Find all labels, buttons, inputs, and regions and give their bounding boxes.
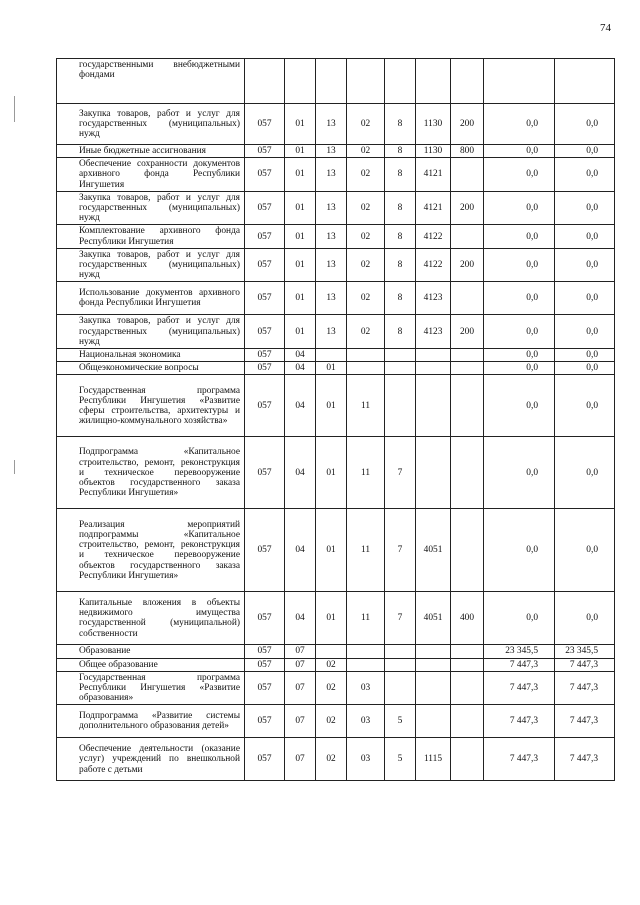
code-cell-c5: 8	[385, 191, 416, 225]
row-name: Закупка товаров, работ и услуг для государственных (муниципальных) нужд	[57, 248, 245, 282]
table-row	[57, 705, 615, 738]
code-cell-c6	[416, 349, 451, 362]
code-cell-c5: 5	[385, 738, 416, 781]
code-cell-c6	[416, 671, 451, 705]
code-cell-c1: 057	[245, 225, 285, 248]
code-cell-c7: 200	[451, 248, 484, 282]
code-cell-c1: 057	[245, 248, 285, 282]
code-cell-c3: 01	[316, 375, 347, 437]
code-cell-c7	[451, 158, 484, 192]
code-cell-c7	[451, 671, 484, 705]
row-name: Национальная экономика	[57, 349, 245, 362]
code-cell-c7	[451, 349, 484, 362]
code-cell-c3: 13	[316, 158, 347, 192]
amount-cell-v1: 7 447,3	[484, 705, 555, 738]
code-cell-c1: 057	[245, 738, 285, 781]
code-cell-c4: 02	[347, 191, 385, 225]
amount-cell-v2: 0,0	[555, 315, 615, 349]
amount-cell-v2: 0,0	[555, 248, 615, 282]
amount-cell-v2: 7 447,3	[555, 705, 615, 738]
amount-cell-v1: 0,0	[484, 104, 555, 145]
amount-cell-v2: 0,0	[555, 437, 615, 509]
amount-cell-v1: 0,0	[484, 509, 555, 592]
code-cell-c7	[451, 658, 484, 671]
code-cell-c2: 01	[285, 104, 316, 145]
code-cell-c3: 13	[316, 225, 347, 248]
code-cell-c1: 057	[245, 191, 285, 225]
page-number: 74	[600, 22, 611, 34]
budget-table	[56, 58, 615, 781]
code-cell-c2: 01	[285, 225, 316, 248]
amount-cell-v1: 7 447,3	[484, 658, 555, 671]
code-cell-c5	[385, 671, 416, 705]
code-cell-c2: 01	[285, 158, 316, 192]
code-cell-c6: 1130	[416, 104, 451, 145]
row-name: Реализация мероприятий подпрограммы «Капитальное строительство, ремонт, реконструкция и техническое перевооружение объектов государственного заказа Республики Ингушетия»	[57, 509, 245, 592]
code-cell-c7: 800	[451, 145, 484, 158]
code-cell-c2: 01	[285, 248, 316, 282]
row-name: Подпрограмма «Развитие системы дополнительного образования детей»	[57, 705, 245, 738]
row-name: Государственная программа Республики Ингушетия «Развитие образования»	[57, 671, 245, 705]
code-cell-c4: 02	[347, 225, 385, 248]
code-cell-c1: 057	[245, 509, 285, 592]
code-cell-c4	[347, 349, 385, 362]
code-cell-c2: 01	[285, 315, 316, 349]
table-row	[57, 509, 615, 592]
code-cell-c5	[385, 645, 416, 658]
table-row	[57, 315, 615, 349]
code-cell-c6: 4122	[416, 225, 451, 248]
code-cell-c4	[347, 362, 385, 375]
table-row	[57, 282, 615, 315]
amount-cell-v1: 0,0	[484, 191, 555, 225]
row-name: Капитальные вложения в объекты недвижимого имущества государственной (муниципальной) собственности	[57, 592, 245, 645]
code-cell-c5	[385, 658, 416, 671]
code-cell-c4	[347, 658, 385, 671]
code-cell-c1: 057	[245, 437, 285, 509]
code-cell-c3: 13	[316, 282, 347, 315]
code-cell-c3: 13	[316, 145, 347, 158]
code-cell-c1: 057	[245, 104, 285, 145]
table-row	[57, 671, 615, 705]
table-row	[57, 375, 615, 437]
code-cell-c4: 11	[347, 437, 385, 509]
code-cell-c7: 200	[451, 104, 484, 145]
code-cell-c4: 03	[347, 705, 385, 738]
code-cell-c4: 02	[347, 315, 385, 349]
code-cell-c2: 01	[285, 282, 316, 315]
table-body	[57, 59, 615, 781]
table-row	[57, 248, 615, 282]
code-cell-c6: 4051	[416, 509, 451, 592]
amount-cell-v1: 0,0	[484, 315, 555, 349]
code-cell-c5: 8	[385, 282, 416, 315]
code-cell-c7: 200	[451, 315, 484, 349]
code-cell-c3: 02	[316, 658, 347, 671]
code-cell-c4: 02	[347, 158, 385, 192]
amount-cell-v2: 0,0	[555, 375, 615, 437]
amount-cell-v2: 7 447,3	[555, 738, 615, 781]
code-cell-c5: 7	[385, 592, 416, 645]
code-cell-c4	[347, 59, 385, 104]
code-cell-c5: 8	[385, 158, 416, 192]
code-cell-c5: 8	[385, 145, 416, 158]
code-cell-c3: 01	[316, 509, 347, 592]
table-row	[57, 145, 615, 158]
code-cell-c6	[416, 362, 451, 375]
code-cell-c2: 04	[285, 509, 316, 592]
table-row	[57, 362, 615, 375]
amount-cell-v1: 0,0	[484, 248, 555, 282]
scan-mark	[14, 96, 15, 122]
code-cell-c4: 02	[347, 282, 385, 315]
code-cell-c6	[416, 375, 451, 437]
code-cell-c1: 057	[245, 375, 285, 437]
code-cell-c7	[451, 375, 484, 437]
code-cell-c6: 4051	[416, 592, 451, 645]
amount-cell-v1: 0,0	[484, 592, 555, 645]
code-cell-c2: 07	[285, 738, 316, 781]
table-row	[57, 738, 615, 781]
code-cell-c4: 02	[347, 104, 385, 145]
code-cell-c6: 4121	[416, 158, 451, 192]
code-cell-c7	[451, 738, 484, 781]
amount-cell-v2	[555, 59, 615, 104]
code-cell-c5: 8	[385, 248, 416, 282]
row-name: Общеэкономические вопросы	[57, 362, 245, 375]
code-cell-c5: 7	[385, 437, 416, 509]
code-cell-c2: 04	[285, 362, 316, 375]
amount-cell-v2: 0,0	[555, 104, 615, 145]
code-cell-c6	[416, 59, 451, 104]
code-cell-c7	[451, 705, 484, 738]
amount-cell-v1: 0,0	[484, 225, 555, 248]
amount-cell-v1: 0,0	[484, 158, 555, 192]
amount-cell-v2: 0,0	[555, 362, 615, 375]
code-cell-c1: 057	[245, 645, 285, 658]
code-cell-c6: 4123	[416, 315, 451, 349]
amount-cell-v2: 7 447,3	[555, 658, 615, 671]
code-cell-c2: 07	[285, 658, 316, 671]
code-cell-c6: 4123	[416, 282, 451, 315]
table-row	[57, 59, 615, 104]
code-cell-c1: 057	[245, 282, 285, 315]
code-cell-c6: 1130	[416, 145, 451, 158]
amount-cell-v2: 0,0	[555, 349, 615, 362]
code-cell-c2: 01	[285, 191, 316, 225]
code-cell-c6	[416, 437, 451, 509]
code-cell-c1	[245, 59, 285, 104]
amount-cell-v1: 0,0	[484, 349, 555, 362]
code-cell-c3	[316, 645, 347, 658]
code-cell-c1: 057	[245, 315, 285, 349]
code-cell-c6	[416, 645, 451, 658]
code-cell-c4: 11	[347, 509, 385, 592]
code-cell-c5	[385, 59, 416, 104]
code-cell-c6: 4121	[416, 191, 451, 225]
code-cell-c6: 4122	[416, 248, 451, 282]
code-cell-c7	[451, 225, 484, 248]
amount-cell-v2: 0,0	[555, 145, 615, 158]
code-cell-c2: 07	[285, 705, 316, 738]
amount-cell-v1: 0,0	[484, 362, 555, 375]
code-cell-c3: 01	[316, 362, 347, 375]
code-cell-c3	[316, 59, 347, 104]
code-cell-c5: 8	[385, 104, 416, 145]
code-cell-c3: 02	[316, 671, 347, 705]
code-cell-c5: 8	[385, 225, 416, 248]
code-cell-c5: 7	[385, 509, 416, 592]
code-cell-c4	[347, 645, 385, 658]
amount-cell-v2: 0,0	[555, 225, 615, 248]
row-name: Подпрограмма «Капитальное строительство, ремонт, реконструкция и техническое перевооружение объектов государственного заказа Республики Ингушетия»	[57, 437, 245, 509]
code-cell-c3: 13	[316, 104, 347, 145]
row-name: Комплектование архивного фонда Республики Ингушетия	[57, 225, 245, 248]
table-row	[57, 104, 615, 145]
code-cell-c5: 8	[385, 315, 416, 349]
amount-cell-v2: 0,0	[555, 592, 615, 645]
code-cell-c3: 02	[316, 705, 347, 738]
row-name: Обеспечение сохранности документов архивного фонда Республики Ингушетия	[57, 158, 245, 192]
amount-cell-v2: 7 447,3	[555, 671, 615, 705]
table-row	[57, 225, 615, 248]
table-row	[57, 658, 615, 671]
code-cell-c7	[451, 509, 484, 592]
amount-cell-v1	[484, 59, 555, 104]
code-cell-c2: 04	[285, 592, 316, 645]
amount-cell-v1: 7 447,3	[484, 738, 555, 781]
code-cell-c4: 03	[347, 671, 385, 705]
table-row	[57, 592, 615, 645]
code-cell-c1: 057	[245, 158, 285, 192]
code-cell-c4: 02	[347, 248, 385, 282]
code-cell-c4: 02	[347, 145, 385, 158]
amount-cell-v2: 0,0	[555, 158, 615, 192]
amount-cell-v2: 0,0	[555, 509, 615, 592]
code-cell-c4: 11	[347, 592, 385, 645]
row-name: Закупка товаров, работ и услуг для государственных (муниципальных) нужд	[57, 104, 245, 145]
code-cell-c6: 1115	[416, 738, 451, 781]
code-cell-c7: 200	[451, 191, 484, 225]
code-cell-c2: 07	[285, 671, 316, 705]
code-cell-c1: 057	[245, 671, 285, 705]
code-cell-c6	[416, 705, 451, 738]
code-cell-c3: 13	[316, 315, 347, 349]
row-name: Государственная программа Республики Ингушетия «Развитие сферы строительства, архитектуры и жилищно-коммунального хозяйства»	[57, 375, 245, 437]
code-cell-c3: 02	[316, 738, 347, 781]
code-cell-c5	[385, 362, 416, 375]
code-cell-c1: 057	[245, 658, 285, 671]
code-cell-c7	[451, 282, 484, 315]
amount-cell-v1: 0,0	[484, 437, 555, 509]
code-cell-c3: 01	[316, 437, 347, 509]
row-name: Закупка товаров, работ и услуг для государственных (муниципальных) нужд	[57, 191, 245, 225]
row-name: государственными внебюджетными фондами	[57, 59, 245, 104]
code-cell-c3: 13	[316, 248, 347, 282]
code-cell-c7	[451, 645, 484, 658]
amount-cell-v1: 0,0	[484, 375, 555, 437]
code-cell-c3	[316, 349, 347, 362]
amount-cell-v1: 0,0	[484, 145, 555, 158]
code-cell-c1: 057	[245, 145, 285, 158]
code-cell-c4: 03	[347, 738, 385, 781]
code-cell-c4: 11	[347, 375, 385, 437]
code-cell-c1: 057	[245, 349, 285, 362]
amount-cell-v1: 7 447,3	[484, 671, 555, 705]
code-cell-c2: 04	[285, 437, 316, 509]
code-cell-c2: 04	[285, 375, 316, 437]
scan-mark	[14, 460, 15, 474]
table-row	[57, 645, 615, 658]
row-name: Использование документов архивного фонда Республики Ингушетия	[57, 282, 245, 315]
row-name: Обеспечение деятельности (оказание услуг) учреждений по внешкольной работе с детьми	[57, 738, 245, 781]
table-row	[57, 191, 615, 225]
code-cell-c2: 07	[285, 645, 316, 658]
code-cell-c7	[451, 437, 484, 509]
table-row	[57, 437, 615, 509]
code-cell-c2: 01	[285, 145, 316, 158]
table-row	[57, 158, 615, 192]
code-cell-c2	[285, 59, 316, 104]
code-cell-c3: 13	[316, 191, 347, 225]
code-cell-c7	[451, 362, 484, 375]
code-cell-c1: 057	[245, 592, 285, 645]
code-cell-c5	[385, 349, 416, 362]
table-row	[57, 349, 615, 362]
amount-cell-v1: 23 345,5	[484, 645, 555, 658]
row-name: Иные бюджетные ассигнования	[57, 145, 245, 158]
code-cell-c5: 5	[385, 705, 416, 738]
row-name: Закупка товаров, работ и услуг для государственных (муниципальных) нужд	[57, 315, 245, 349]
code-cell-c3: 01	[316, 592, 347, 645]
amount-cell-v2: 23 345,5	[555, 645, 615, 658]
code-cell-c7: 400	[451, 592, 484, 645]
amount-cell-v1: 0,0	[484, 282, 555, 315]
row-name: Общее образование	[57, 658, 245, 671]
code-cell-c7	[451, 59, 484, 104]
code-cell-c6	[416, 658, 451, 671]
amount-cell-v2: 0,0	[555, 282, 615, 315]
amount-cell-v2: 0,0	[555, 191, 615, 225]
code-cell-c2: 04	[285, 349, 316, 362]
row-name: Образование	[57, 645, 245, 658]
code-cell-c1: 057	[245, 362, 285, 375]
code-cell-c1: 057	[245, 705, 285, 738]
code-cell-c5	[385, 375, 416, 437]
